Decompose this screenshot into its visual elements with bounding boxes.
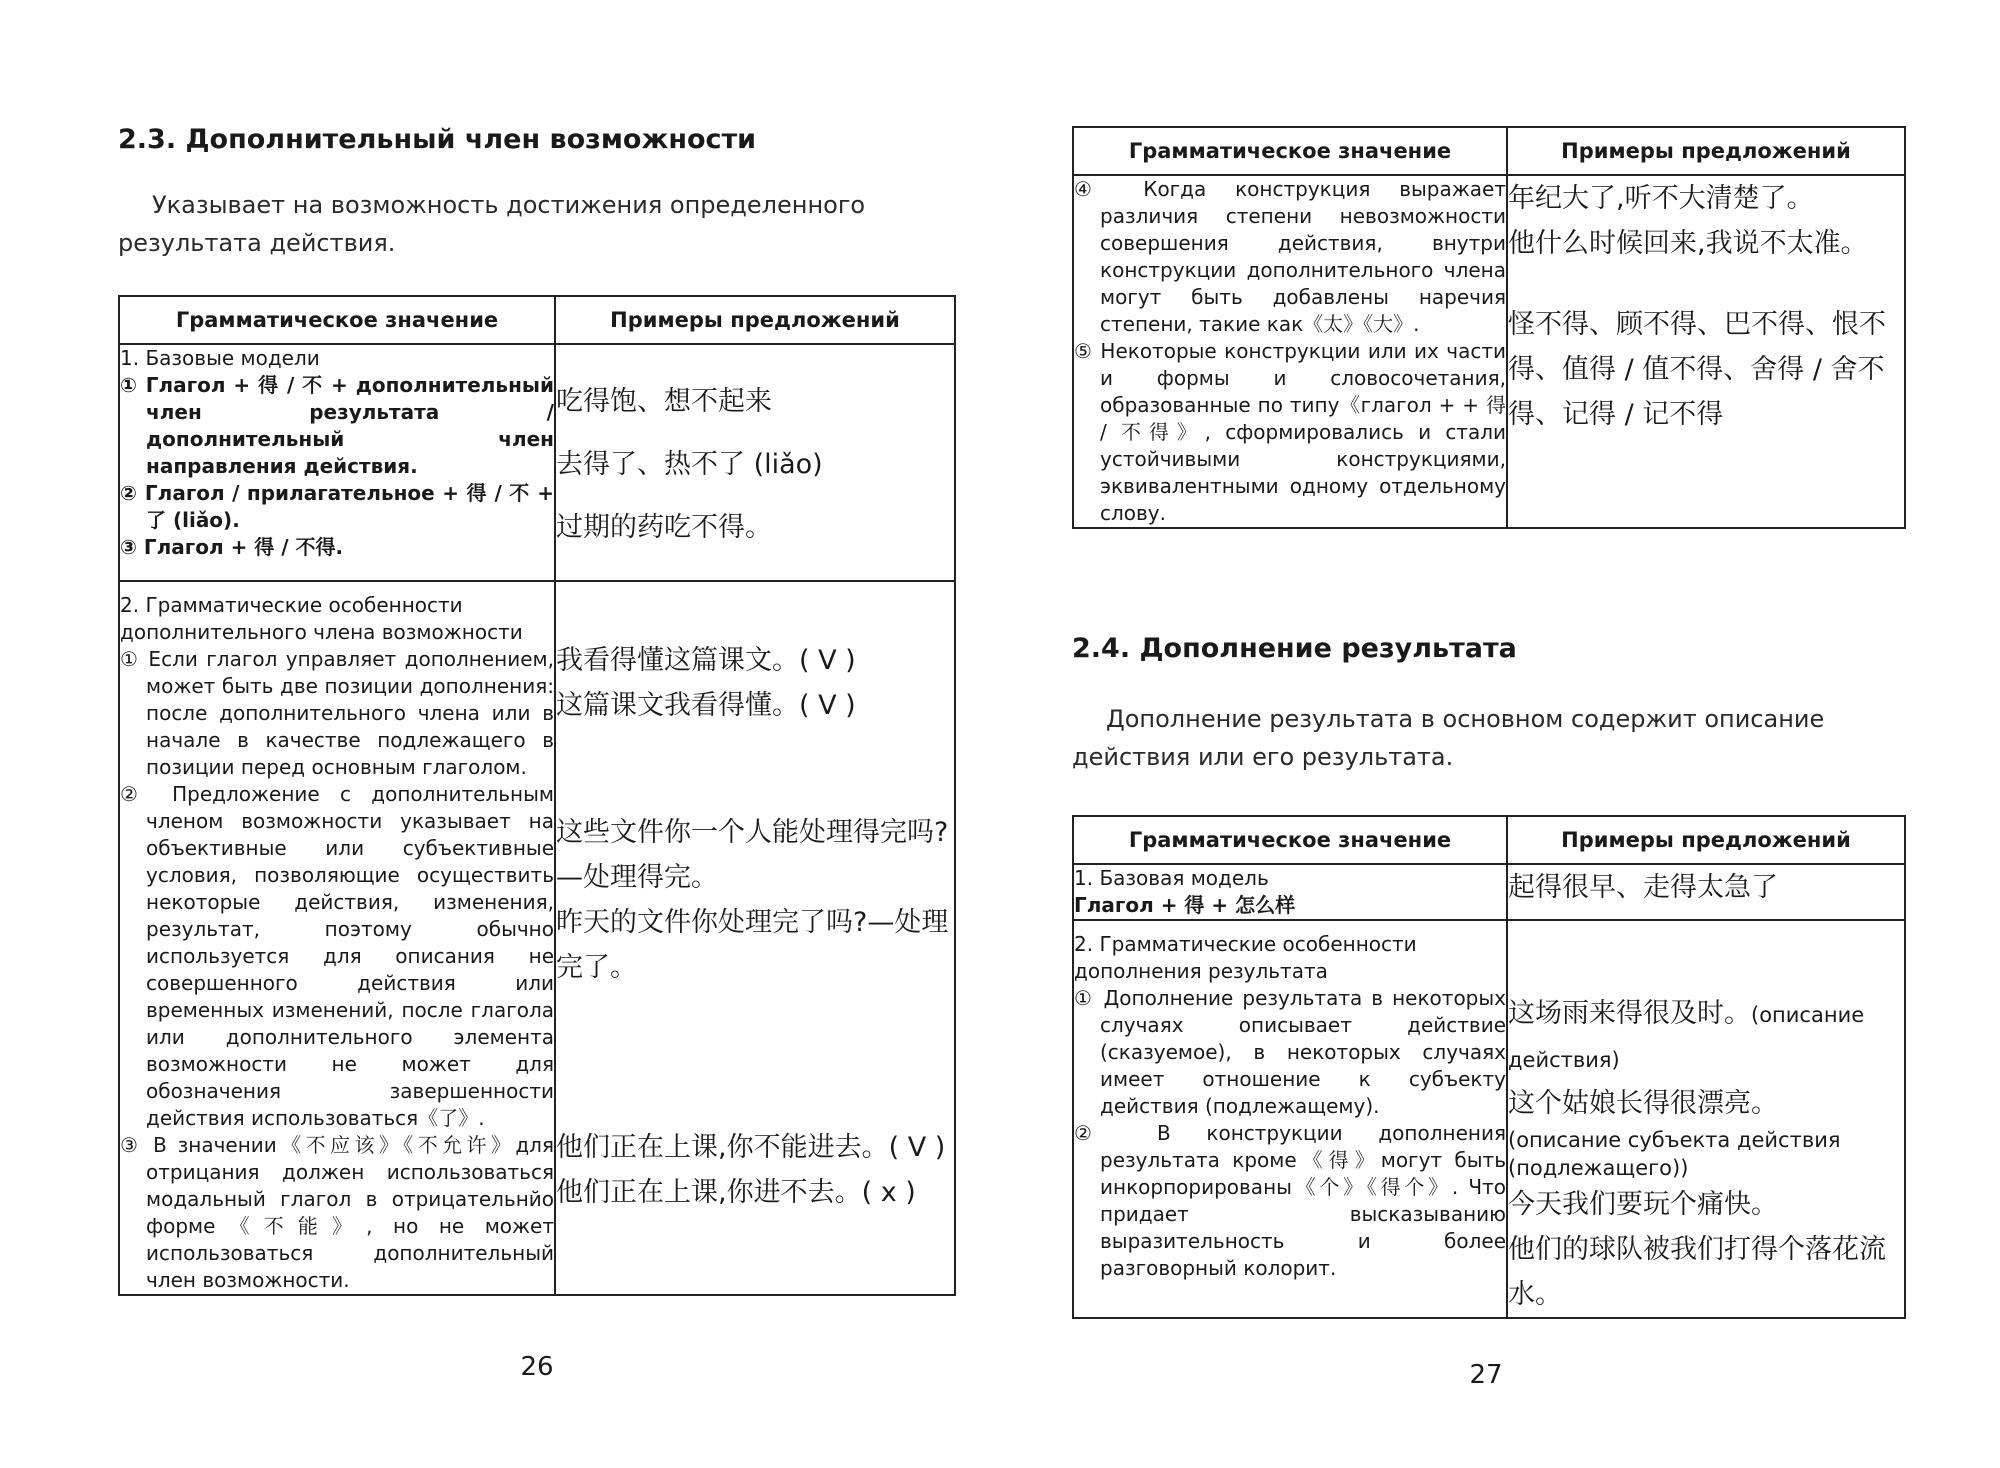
- examples-cell: [555, 344, 955, 581]
- example-note: (описание субъекта действия (подлежащего)): [1508, 1128, 1841, 1180]
- page-number: 26: [520, 1352, 554, 1382]
- section-intro: Указывает на возможность достижения определенного результата действия.: [118, 191, 866, 257]
- section-heading-2-3: 2.3. Дополнительный член возможности: [118, 124, 757, 155]
- examples-cell: [555, 581, 955, 1295]
- feature-item: ① Если глагол управляет дополнением, может быть две позиции дополнения: после дополнительного члена или в начале в качестве подлежащего в позиции перед основным глаголом.: [120, 647, 554, 779]
- column-header-meaning: Грамматическое значение: [119, 296, 555, 344]
- example-sentence: 去得了、热不了 (liǎo): [556, 449, 823, 480]
- column-header-examples: Примеры предложений: [1507, 127, 1905, 175]
- example-sentence: 我看得懂这篇课文。( V ): [556, 645, 856, 676]
- meaning-cell: [1073, 864, 1507, 920]
- table-row: [1073, 864, 1905, 920]
- column-header-meaning: Грамматическое значение: [1073, 127, 1507, 175]
- example-sentence: 他们正在上课,你不能进去。( V ): [556, 1132, 946, 1163]
- examples-cell: [1507, 175, 1905, 528]
- grammar-table-continued: [1072, 126, 1906, 529]
- meaning-cell: [1073, 175, 1507, 528]
- table-row: [1073, 175, 1905, 528]
- example-sentence: 他们的球队被我们打得个落花流水。: [1508, 1234, 1886, 1310]
- column-header-meaning: Грамматическое значение: [1073, 816, 1507, 864]
- example-sentence: 他什么时候回来,我说不太准。: [1508, 228, 1868, 259]
- row-title: 2. Грамматические особенности дополнительного члена возможности: [120, 593, 523, 644]
- column-header-examples: Примеры предложений: [555, 296, 955, 344]
- feature-item: ⑤ Некоторые конструкции или их части и формы и словосочетания, образованные по типу《глагол + + 得 / 不得》, сформировались и стали устойчивыми конструкциями, эквивалентными одному отдельному слову.: [1074, 339, 1506, 525]
- page-number: 27: [1469, 1360, 1503, 1390]
- model-item: Глагол + 得 + 怎么样: [1074, 893, 1296, 917]
- example-sentence: 这场雨来得很及时。: [1508, 998, 1751, 1029]
- example-sentence: 年纪大了,听不大清楚了。: [1508, 183, 1814, 214]
- feature-item: ① Дополнение результата в некоторых случаях описывает действие (сказуемое), в некоторых случаях имеет отношение к субъекту действия (подлежащему).: [1074, 986, 1506, 1118]
- section-intro: Дополнение результата в основном содержит описание действия или его результата.: [1072, 705, 1825, 771]
- meaning-cell: [119, 581, 555, 1295]
- examples-cell: [1507, 864, 1905, 920]
- example-sentence: 这篇课文我看得懂。( V ): [556, 690, 856, 721]
- row-title: 1. Базовая модель: [1074, 866, 1269, 890]
- column-header-examples: Примеры предложений: [1507, 816, 1905, 864]
- table-row: [119, 581, 955, 1295]
- section-heading-2-4: 2.4. Дополнение результата: [1072, 633, 1517, 664]
- example-sentence: 他们正在上课,你进不去。( x ): [556, 1177, 916, 1208]
- feature-item: ④ Когда конструкция выражает различия степени невозможности совершения действия, внутри конструкции дополнительного члена могут быть добавлены наречия степени, такие как《太》《大》.: [1074, 177, 1506, 336]
- row-title: 2. Грамматические особенности дополнения результата: [1074, 932, 1417, 983]
- example-sentence: 这些文件你一个人能处理得完吗?—处理得完。: [556, 817, 949, 893]
- example-sentence: 过期的药吃不得。: [556, 512, 772, 543]
- table-row: [119, 344, 955, 581]
- meaning-cell: [119, 344, 555, 581]
- table-header-row: [1073, 127, 1905, 175]
- example-note: (описание действия): [1508, 1003, 1865, 1072]
- grammar-table-2-4: [1072, 815, 1906, 1319]
- table-row: [1073, 920, 1905, 1318]
- row-title: 1. Базовые модели: [120, 346, 320, 370]
- model-item: ② Глагол / прилагательное + 得 / 不 + 了 (liǎo).: [120, 481, 554, 532]
- table-header-row: [119, 296, 955, 344]
- feature-item: ③ В значении《不应该》《不允许》для отрицания должен использоваться модальный глагол в отрицательнйо форме《不能》, но не может использоваться дополнительный член возможности.: [120, 1133, 554, 1292]
- model-item: ③ Глагол + 得 / 不得.: [120, 535, 344, 559]
- right-page: [1000, 0, 2000, 1468]
- example-with-note: [1508, 991, 1904, 1081]
- example-sentence: 这个姑娘长得很漂亮。: [1508, 1088, 1778, 1119]
- example-sentence: 昨天的文件你处理完了吗?—处理完了。: [556, 907, 949, 983]
- grammar-table-2-3: [118, 295, 956, 1296]
- example-sentence: 今天我们要玩个痛快。: [1508, 1189, 1778, 1220]
- feature-item: ② Предложение с дополнительным членом возможности указывает на объективные или субъективные условия, позволяющие осуществить некоторые действия, изменения, результат, поэтому обычно используется для описания не совершенного действия или временных изменений, после глагола или дополнительного элемента возможности не может для обозначения завершенности действия использоваться《了》.: [120, 782, 554, 1130]
- examples-cell: [1507, 920, 1905, 1318]
- model-item: ① Глагол + 得 / 不 + дополнительный член результата / дополнительный член направления действия.: [120, 373, 554, 478]
- example-sentence: 怪不得、顾不得、巴不得、恨不得、值得 / 值不得、舍得 / 舍不得、记得 / 记不得: [1508, 309, 1886, 430]
- example-sentence: 吃得饱、想不起来: [556, 386, 772, 417]
- feature-item: ② В конструкции дополнения результата кроме《得》могут быть инкорпорированы《个》《得个》. Что придает высказыванию выразительность и более разговорный колорит.: [1074, 1121, 1506, 1280]
- example-sentence: 起得很早、走得太急了: [1508, 872, 1778, 903]
- table-header-row: [1073, 816, 1905, 864]
- meaning-cell: [1073, 920, 1507, 1318]
